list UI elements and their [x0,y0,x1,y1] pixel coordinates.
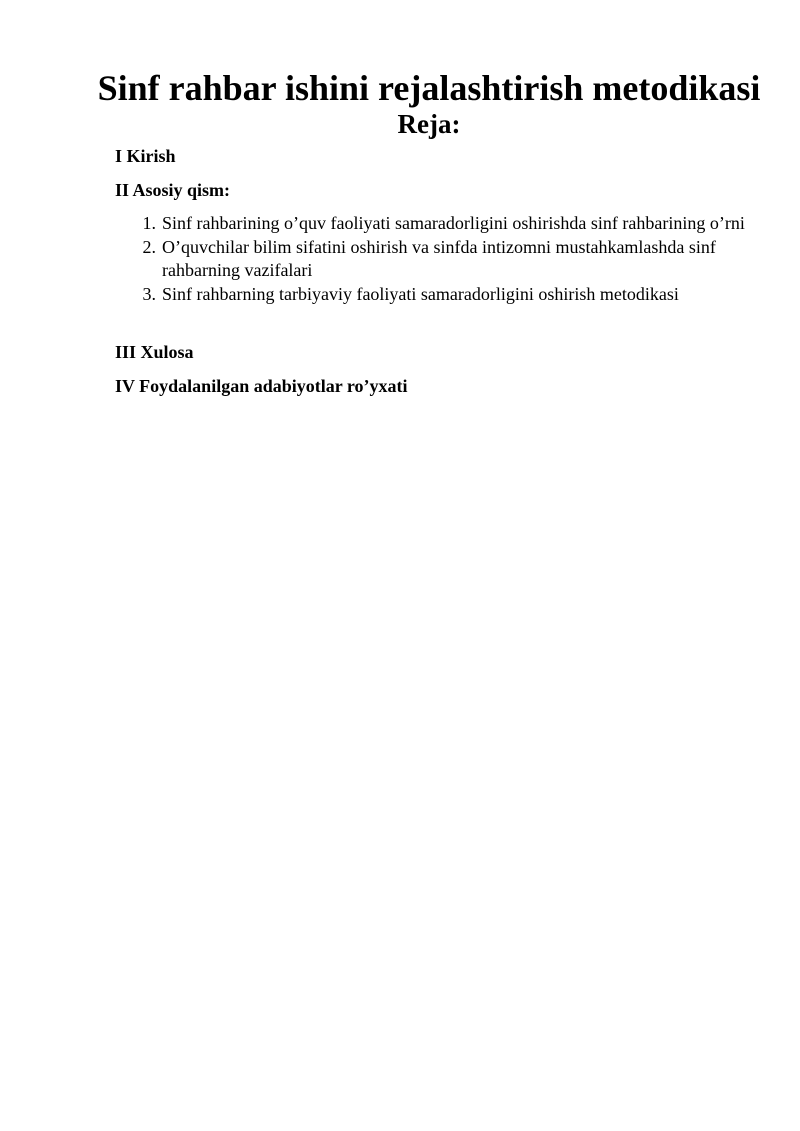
list-item [115,236,755,283]
main-items-list [115,212,755,306]
document-title: Sinf rahbar ishini rejalashtirish metodikasi [97,68,761,108]
section-main: II Asosiy qism: [115,180,231,200]
section-conclusion: III Xulosa [115,342,194,362]
section-intro: I Kirish [115,146,176,166]
list-item [115,212,755,236]
list-item-number: 2. [142,236,156,257]
section-references: IV Foydalanilgan adabiyotlar ro’yxati [115,376,408,396]
list-item-text: O’quvchilar bilim sifatini oshirish va sinfda intizomni mustahkamlashda sinf rahbarning vazifalari [162,236,716,280]
plan-heading: Reja: [397,109,461,139]
list-item-number: 3. [142,283,156,304]
list-item-text: Sinf rahbarning tarbiyaviy faoliyati samaradorligini oshirish metodikasi [162,283,679,304]
list-item [115,283,755,307]
list-item-text: Sinf rahbarining o’quv faoliyati samaradorligini oshirishda sinf rahbarining o’rni [162,213,745,233]
list-item-number: 1. [142,213,156,233]
